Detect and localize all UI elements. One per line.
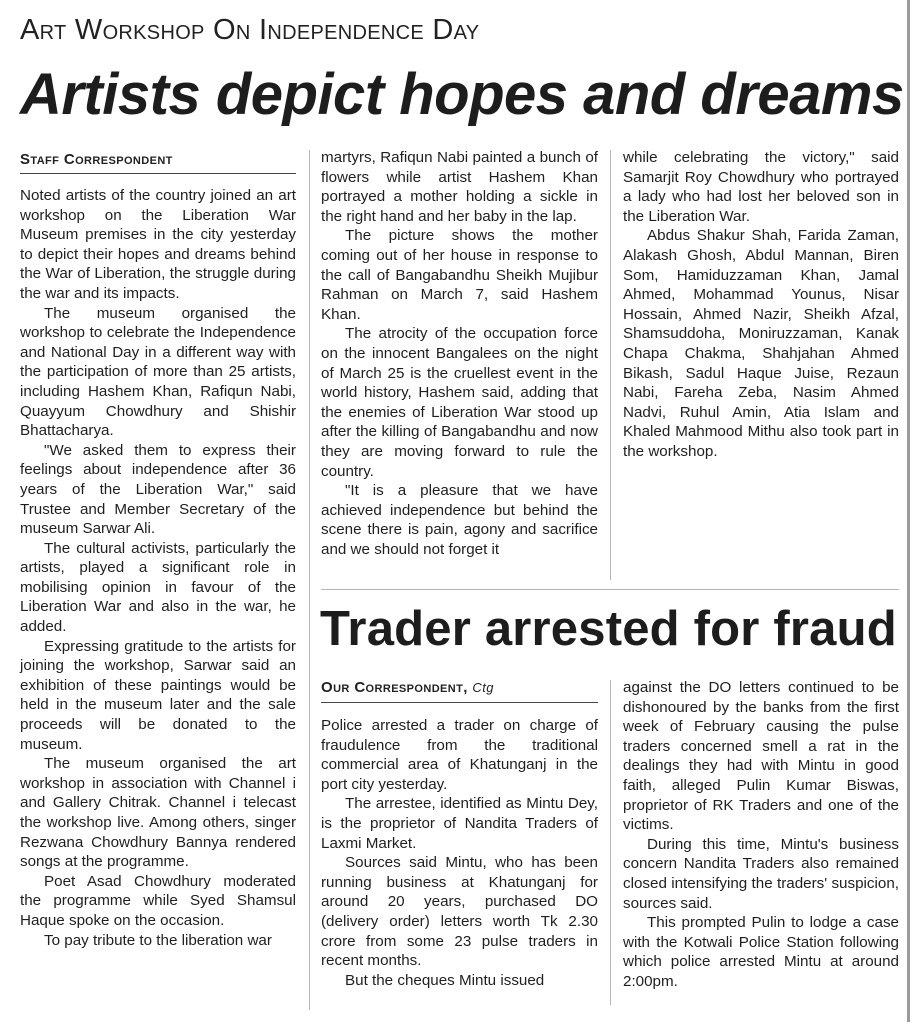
column-divider: [610, 680, 611, 1005]
story1-col2-para: martyrs, Rafiqun Nabi painted a bunch of flowers while artist Hashem Khan portrayed a mother holding a sickle in the right hand and her baby in the lap.: [321, 149, 598, 225]
story1-col1-para: Poet Asad Chowdhury moderated the programme while Syed Shamsul Haque spoke on the occasion.: [20, 872, 296, 929]
story2-col2-para: against the DO letters continued to be dishonoured by the banks from the first week of February causing the pulse traders concerned smell a rat in the dealings they had with Mintu in good faith, alleged Pulin Kumar Biswas, proprietor of RK Traders and one of the victims.: [623, 679, 899, 834]
story2-col2-para: This prompted Pulin to lodge a case with the Kotwali Police Station following which police arrested Mintu at around 2:00pm.: [623, 914, 899, 990]
story2-col1-para: Sources said Mintu, who has been running business at Khatunganj for around 20 years, purchased DO (delivery order) letters worth Tk 2.30 crore from some 23 pulse traders in recent months.: [321, 854, 598, 970]
story2-col1-para: Police arrested a trader on charge of fraudulence from the traditional commercial area of Khatunganj in the port city yesterday.: [321, 717, 598, 793]
story-divider: [321, 589, 899, 590]
story2-byline-author: Our Correspondent,: [321, 679, 468, 696]
story2-byline: [321, 678, 494, 698]
story1-col1-para: The museum organised the art workshop in association with Channel i and Gallery Chitrak. Channel i telecast the workshop live. Among others, singer Rezwana Chowdhury Bannya rendered songs at the programme.: [20, 755, 296, 871]
story2-column-2: [623, 678, 899, 992]
story1-col1-para: To pay tribute to the liberation war: [44, 931, 272, 949]
story2-column-1: [321, 716, 598, 990]
story1-column-3: [623, 148, 899, 462]
story1-col2-para: The atrocity of the occupation force on the innocent Bangalees on the night of March 25 is the cruellest event in the world history, Hashem said, adding that the enemies of Liberation War stood up after the killing of Bangabandhu and now they are moving forward to rule the country.: [321, 325, 598, 480]
story1-col1-para: The cultural activists, particularly the artists, played a significant role in mobilising opinion in favour of the Liberation War and also in the war, he added.: [20, 539, 296, 636]
story2-col2-para: During this time, Mintu's business concern Nandita Traders also remained closed intensifying the traders' suspicion, sources said.: [623, 835, 899, 912]
column-divider: [610, 150, 611, 580]
story1-col2-para: "It is a pleasure that we have achieved independence but behind the scene there is pain, agony and sacrifice and we should not forget it: [321, 482, 598, 558]
story2-headline: Trader arrested for fraud: [320, 602, 897, 656]
page-edge: [907, 0, 910, 1028]
story1-col2-para: The picture shows the mother coming out of her house in response to the call of Bangabandhu Sheikh Mujibur Rahman on March 7, said Hashem Khan.: [321, 227, 598, 323]
story1-col1-para: "We asked them to express their feelings about independence after 36 years of the Liberation War," said Trustee and Member Secretary of the museum Sarwar Ali.: [20, 441, 296, 538]
story2-byline-location: Ctg: [472, 680, 494, 695]
story1-col1-para: Noted artists of the country joined an art workshop on the Liberation War Museum premises in the city yesterday to depict their hopes and dreams behind the War of Liberation, the struggle during the war and its impacts.: [20, 187, 296, 302]
story1-byline-rule: [20, 173, 296, 174]
story1-col3-para: while celebrating the victory," said Samarjit Roy Chowdhury who portrayed a lady who had lost her beloved son in the Liberation War.: [623, 149, 899, 225]
story1-kicker: Art Workshop On Independence Day: [20, 14, 480, 46]
story1-col3-para: Abdus Shakur Shah, Farida Zaman, Alakash Ghosh, Abdul Mannan, Biren Som, Hamiduzzaman Khan, Jamal Ahmed, Mohammad Younus, Nisar Hossain, Ahmed Nazir, Sheikh Afzal, Shamsuddoha, Moniruzzaman, Kanak Chapa Chakma, Shahjahan Ahmed Bikash, Sadul Haque Juise, Rezaun Nabi, Fareha Zeba, Nasim Ahmed Nadvi, Ruhul Amin, Atia Islam and Khaled Mahmood Mithu also took part in the workshop.: [623, 227, 899, 460]
column-divider: [309, 150, 310, 1010]
story2-byline-rule: [321, 702, 598, 703]
story1-column-2: [321, 148, 598, 559]
story2-col1-para: The arrestee, identified as Mintu Dey, is the proprietor of Nandita Traders of Laxmi Market.: [321, 795, 598, 852]
story1-col1-para: Expressing gratitude to the artists for joining the workshop, Sarwar said an exhibition of these paintings would be held in the museum later and the sale proceeds will be donated to the museum.: [20, 637, 296, 753]
story1-column-1: [20, 186, 296, 950]
page-edge: [0, 1022, 917, 1028]
story1-col1-para: The museum organised the workshop to celebrate the Independence and National Day in a different way with the participation of more than 25 artists, including Hashem Khan, Rafiqun Nabi, Quayyum Chowdhury and Shishir Bhattacharya.: [20, 304, 296, 440]
story1-byline: Staff Correspondent: [20, 151, 173, 168]
story2-col1-para: But the cheques Mintu issued: [345, 971, 545, 989]
story1-headline: Artists depict hopes and dreams: [20, 62, 904, 127]
